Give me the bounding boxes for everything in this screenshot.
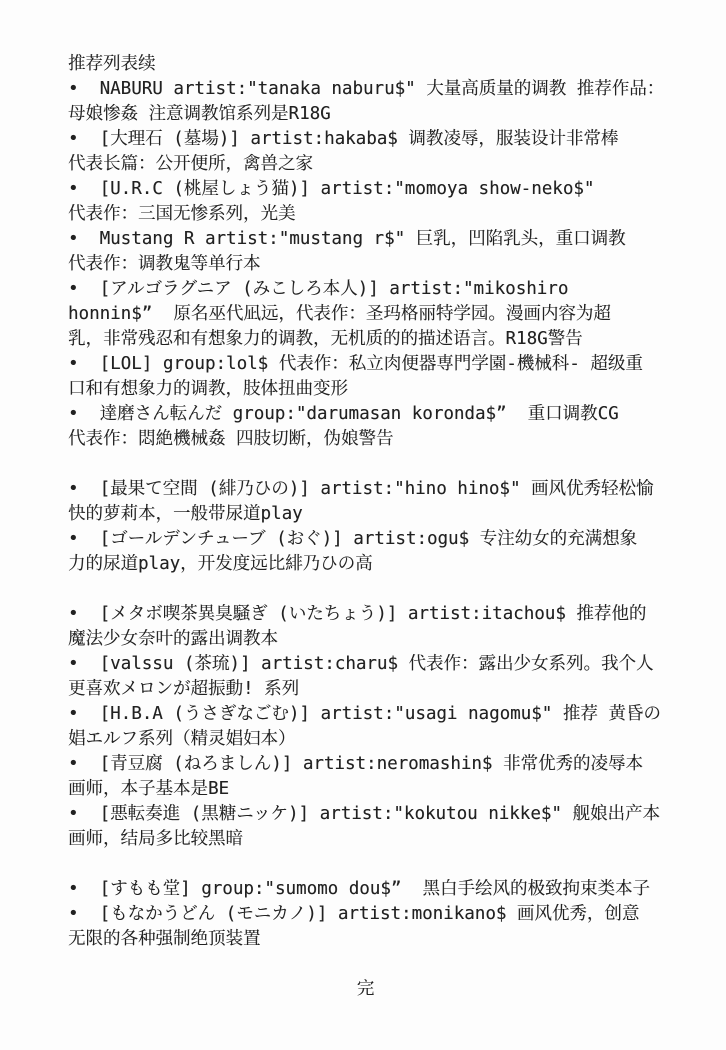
- blank-line: [68, 952, 668, 977]
- text-line: • [U.R.C (桃屋しょう猫)] artist:"momoya show-neko$": [68, 179, 595, 199]
- text-line: 代表作：调教鬼等单行本: [68, 254, 261, 274]
- text-line: 口和有想象力的调教，肢体扭曲变形: [68, 379, 348, 399]
- text-line: • [最果て空間 (緋乃ひの)] artist:"hino hino$" 画风优秀轻松愉: [68, 479, 654, 499]
- blank-line: [68, 577, 668, 602]
- text-line: 代表长篇：公开便所，禽兽之家: [68, 154, 313, 174]
- text-line: • [アルゴラグニア (みこしろ本人)] artist:"mikoshiro: [68, 279, 569, 299]
- text-line: • 達磨さん転んだ group:"darumasan koronda$” 重口调教CG: [68, 404, 619, 424]
- text-line: • [LOL] group:lol$ 代表作：私立肉便器専門学園-機械科- 超级重: [68, 354, 643, 374]
- text-line: 画师，结局多比较黑暗: [68, 829, 243, 849]
- text-line: honnin$” 原名巫代凪远，代表作：圣玛格丽特学园。漫画内容为超: [68, 304, 611, 324]
- text-line: • [valssu (茶琉)] artist:charu$ 代表作：露出少女系列。我个人: [68, 654, 654, 674]
- text-line: 娼エルフ系列（精灵娼妇本）: [68, 729, 296, 749]
- text-line: • [メタボ喫茶異臭騒ぎ (いたちょう)] artist:itachou$ 推荐他的: [68, 604, 647, 624]
- text-line: • NABURU artist:"tanaka naburu$" 大量高质量的调教 推荐作品：: [68, 79, 665, 99]
- text-line: 力的尿道play，开发度远比緋乃ひの高: [68, 554, 373, 574]
- text-line: 画师，本子基本是BE: [68, 779, 230, 799]
- text-line: • [悪転奏進 (黒糖ニッケ)] artist:"kokutou nikke$" 舰娘出产本: [68, 804, 660, 824]
- text-line: 魔法少女奈叶的露出调教本: [68, 629, 278, 649]
- end-marker: 完: [356, 979, 375, 999]
- text-line: • Mustang R artist:"mustang r$" 巨乳，凹陷乳头，重口调教: [68, 229, 626, 249]
- text-line: • [もなかうどん (モニカノ)] artist:monikano$ 画风优秀，创意: [68, 904, 640, 924]
- text-line: • [ゴールデンチューブ (おぐ)] artist:ogu$ 专注幼女的充满想象: [68, 529, 638, 549]
- blank-line: [68, 452, 668, 477]
- text-line: 快的萝莉本，一般带尿道play: [68, 504, 303, 524]
- text-line: • [H.B.A (うさぎなごむ)] artist:"usagi nagomu$" 推荐 黄昏の: [68, 704, 661, 724]
- text-line: 无限的各种强制绝顶装置: [68, 929, 261, 949]
- page-title: 推荐列表续: [68, 54, 156, 74]
- text-line: • [すもも堂] group:"sumomo dou$” 黑白手绘风的极致拘束类本子: [68, 879, 650, 899]
- text-line: 代表作：悶絶機械姦 四肢切断，伪娘警告: [68, 429, 394, 449]
- blank-line: [68, 852, 668, 877]
- text-line: 更喜欢メロンが超振動! 系列: [68, 679, 300, 699]
- text-line: • [青豆腐 (ねろましん)] artist:neromashin$ 非常优秀的凌辱本: [68, 754, 644, 774]
- text-line: 乳，非常残忍和有想象力的调教，无机质的的描述语言。R18G警告: [68, 329, 583, 349]
- text-line: 母娘惨姦 注意调教馆系列是R18G: [68, 104, 331, 124]
- text-line: • [大理石 (墓場)] artist:hakaba$ 调教凌辱，服装设计非常棒: [68, 129, 619, 149]
- text-line: 代表作：三国无惨系列，光美: [68, 204, 296, 224]
